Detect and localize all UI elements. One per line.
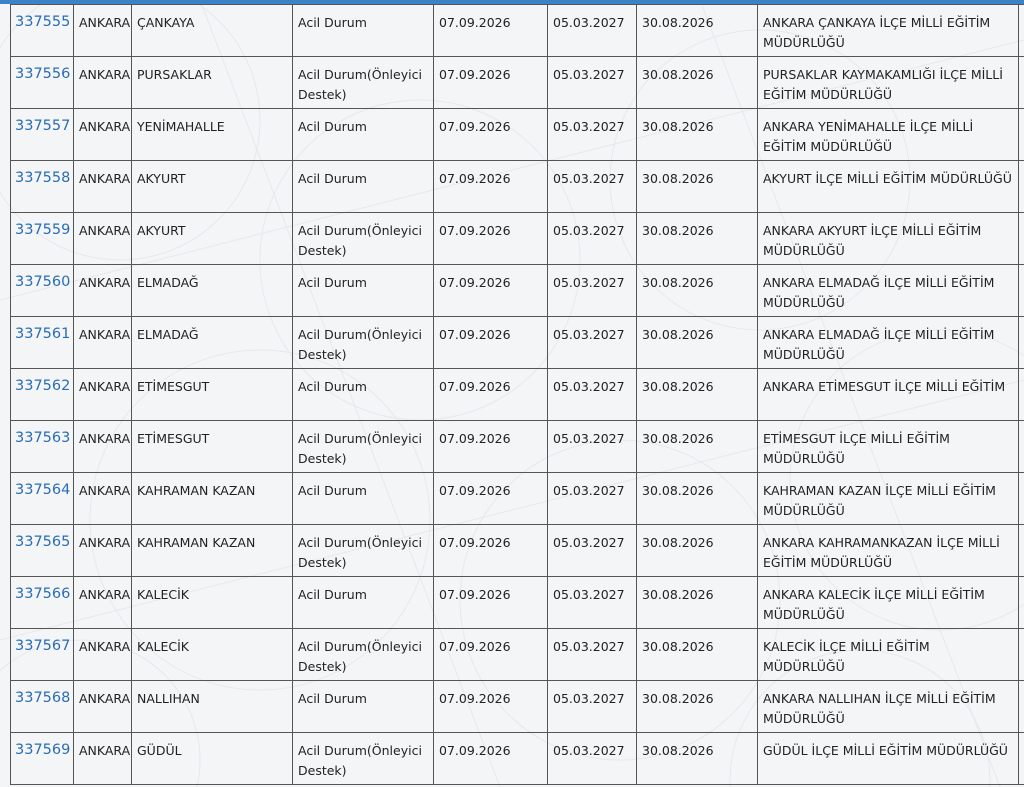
district-cell: ELMADAĞ: [132, 265, 293, 317]
overflow-cell: [1019, 421, 1024, 473]
district-cell: KALECİK: [132, 577, 293, 629]
date-1-cell: 07.09.2026: [434, 733, 548, 785]
overflow-cell: [1019, 161, 1024, 213]
type-cell: Acil Durum: [293, 265, 434, 317]
district-cell: KAHRAMAN KAZAN: [132, 473, 293, 525]
results-table: [10, 4, 1024, 785]
date-2-cell: 05.03.2027: [548, 317, 637, 369]
district-cell: AKYURT: [132, 213, 293, 265]
date-2-cell: 05.03.2027: [548, 681, 637, 733]
date-1-cell: 07.09.2026: [434, 161, 548, 213]
overflow-cell: [1019, 109, 1024, 161]
date-2-cell: 05.03.2027: [548, 109, 637, 161]
date-2-cell: 05.03.2027: [548, 629, 637, 681]
type-cell: Acil Durum(Önleyici Destek): [293, 317, 434, 369]
district-cell: YENİMAHALLE: [132, 109, 293, 161]
province-cell: ANKARA: [74, 629, 132, 681]
date-3-cell: 30.08.2026: [637, 681, 758, 733]
province-cell: ANKARA: [74, 109, 132, 161]
record-id-link[interactable]: 337556: [15, 66, 71, 82]
district-cell: KAHRAMAN KAZAN: [132, 525, 293, 577]
type-cell: Acil Durum: [293, 681, 434, 733]
district-cell: ÇANKAYA: [132, 5, 293, 57]
date-3-cell: 30.08.2026: [637, 161, 758, 213]
table-row: [11, 161, 1024, 213]
overflow-cell: [1019, 369, 1024, 421]
type-cell: Acil Durum(Önleyici Destek): [293, 733, 434, 785]
district-cell: ETİMESGUT: [132, 369, 293, 421]
date-1-cell: 07.09.2026: [434, 317, 548, 369]
date-3-cell: 30.08.2026: [637, 733, 758, 785]
overflow-cell: [1019, 5, 1024, 57]
province-cell: ANKARA: [74, 161, 132, 213]
date-2-cell: 05.03.2027: [548, 473, 637, 525]
date-3-cell: 30.08.2026: [637, 213, 758, 265]
institution-cell: ETİMESGUT İLÇE MİLLİ EĞİTİM MÜDÜRLÜĞÜ: [758, 421, 1019, 473]
record-id-link: [11, 525, 74, 577]
overflow-cell: [1019, 265, 1024, 317]
institution-cell: ANKARA KAHRAMANKAZAN İLÇE MİLLİ EĞİTİM MÜDÜRLÜĞÜ: [758, 525, 1019, 577]
record-id-link: [11, 265, 74, 317]
table-row: [11, 421, 1024, 473]
type-cell: Acil Durum: [293, 109, 434, 161]
type-cell: Acil Durum(Önleyici Destek): [293, 525, 434, 577]
record-id-link[interactable]: 337563: [15, 430, 71, 446]
institution-cell: ANKARA ELMADAĞ İLÇE MİLLİ EĞİTİM MÜDÜRLÜĞÜ: [758, 265, 1019, 317]
type-cell: Acil Durum(Önleyici Destek): [293, 629, 434, 681]
record-id-link: [11, 161, 74, 213]
district-cell: PURSAKLAR: [132, 57, 293, 109]
record-id-link: [11, 317, 74, 369]
date-3-cell: 30.08.2026: [637, 421, 758, 473]
province-cell: ANKARA: [74, 733, 132, 785]
table-row: [11, 317, 1024, 369]
record-id-link[interactable]: 337562: [15, 378, 71, 394]
table-row: [11, 629, 1024, 681]
type-cell: Acil Durum(Önleyici Destek): [293, 57, 434, 109]
date-3-cell: 30.08.2026: [637, 265, 758, 317]
type-cell: Acil Durum: [293, 577, 434, 629]
district-cell: AKYURT: [132, 161, 293, 213]
table-row: [11, 5, 1024, 57]
type-cell: Acil Durum: [293, 473, 434, 525]
province-cell: ANKARA: [74, 5, 132, 57]
institution-cell: ANKARA YENİMAHALLE İLÇE MİLLİ EĞİTİM MÜDÜRLÜĞÜ: [758, 109, 1019, 161]
date-2-cell: 05.03.2027: [548, 57, 637, 109]
province-cell: ANKARA: [74, 317, 132, 369]
table-row: [11, 369, 1024, 421]
date-1-cell: 07.09.2026: [434, 577, 548, 629]
record-id-link: [11, 109, 74, 161]
date-1-cell: 07.09.2026: [434, 525, 548, 577]
date-1-cell: 07.09.2026: [434, 473, 548, 525]
record-id-link: [11, 577, 74, 629]
record-id-link: [11, 369, 74, 421]
record-id-link: [11, 733, 74, 785]
record-id-link[interactable]: 337568: [15, 690, 71, 706]
institution-cell: ANKARA KALECİK İLÇE MİLLİ EĞİTİM MÜDÜRLÜĞÜ: [758, 577, 1019, 629]
date-1-cell: 07.09.2026: [434, 629, 548, 681]
table-row: [11, 213, 1024, 265]
table-body: [11, 5, 1024, 785]
type-cell: Acil Durum: [293, 369, 434, 421]
table-row: [11, 265, 1024, 317]
overflow-cell: [1019, 681, 1024, 733]
date-2-cell: 05.03.2027: [548, 265, 637, 317]
type-cell: Acil Durum(Önleyici Destek): [293, 213, 434, 265]
table-row: [11, 525, 1024, 577]
record-id-link[interactable]: 337560: [15, 274, 71, 290]
district-cell: KALECİK: [132, 629, 293, 681]
institution-cell: KALECİK İLÇE MİLLİ EĞİTİM MÜDÜRLÜĞÜ: [758, 629, 1019, 681]
date-3-cell: 30.08.2026: [637, 577, 758, 629]
record-id-link[interactable]: 337561: [15, 326, 71, 342]
date-2-cell: 05.03.2027: [548, 369, 637, 421]
type-cell: Acil Durum(Önleyici Destek): [293, 421, 434, 473]
top-accent-bar: [0, 0, 1024, 4]
record-id-link[interactable]: 337569: [15, 742, 71, 758]
date-1-cell: 07.09.2026: [434, 265, 548, 317]
date-3-cell: 30.08.2026: [637, 369, 758, 421]
record-id-link[interactable]: 337566: [15, 586, 71, 602]
results-table-container: [10, 4, 1024, 785]
district-cell: ETİMESGUT: [132, 421, 293, 473]
date-1-cell: 07.09.2026: [434, 57, 548, 109]
date-3-cell: 30.08.2026: [637, 57, 758, 109]
record-id-link: [11, 5, 74, 57]
institution-cell: ANKARA ETİMESGUT İLÇE MİLLİ EĞİTİM: [758, 369, 1019, 421]
date-1-cell: 07.09.2026: [434, 681, 548, 733]
date-3-cell: 30.08.2026: [637, 473, 758, 525]
record-id-link: [11, 629, 74, 681]
province-cell: ANKARA: [74, 525, 132, 577]
date-1-cell: 07.09.2026: [434, 369, 548, 421]
province-cell: ANKARA: [74, 213, 132, 265]
record-id-link: [11, 213, 74, 265]
date-2-cell: 05.03.2027: [548, 161, 637, 213]
date-1-cell: 07.09.2026: [434, 5, 548, 57]
date-3-cell: 30.08.2026: [637, 317, 758, 369]
province-cell: ANKARA: [74, 369, 132, 421]
record-id-link[interactable]: 337557: [15, 118, 71, 134]
type-cell: Acil Durum: [293, 161, 434, 213]
table-row: [11, 577, 1024, 629]
record-id-link: [11, 57, 74, 109]
date-2-cell: 05.03.2027: [548, 525, 637, 577]
district-cell: ELMADAĞ: [132, 317, 293, 369]
province-cell: ANKARA: [74, 421, 132, 473]
institution-cell: GÜDÜL İLÇE MİLLİ EĞİTİM MÜDÜRLÜĞÜ: [758, 733, 1019, 785]
table-row: [11, 57, 1024, 109]
date-3-cell: 30.08.2026: [637, 5, 758, 57]
province-cell: ANKARA: [74, 265, 132, 317]
institution-cell: ANKARA ÇANKAYA İLÇE MİLLİ EĞİTİM MÜDÜRLÜĞÜ: [758, 5, 1019, 57]
institution-cell: ANKARA NALLIHAN İLÇE MİLLİ EĞİTİM MÜDÜRLÜĞÜ: [758, 681, 1019, 733]
province-cell: ANKARA: [74, 681, 132, 733]
table-row: [11, 733, 1024, 785]
province-cell: ANKARA: [74, 473, 132, 525]
record-id-link: [11, 473, 74, 525]
overflow-cell: [1019, 57, 1024, 109]
institution-cell: AKYURT İLÇE MİLLİ EĞİTİM MÜDÜRLÜĞÜ: [758, 161, 1019, 213]
date-1-cell: 07.09.2026: [434, 109, 548, 161]
overflow-cell: [1019, 629, 1024, 681]
date-2-cell: 05.03.2027: [548, 577, 637, 629]
district-cell: NALLIHAN: [132, 681, 293, 733]
type-cell: Acil Durum: [293, 5, 434, 57]
date-2-cell: 05.03.2027: [548, 421, 637, 473]
record-id-link[interactable]: 337555: [15, 14, 71, 30]
institution-cell: ANKARA ELMADAĞ İLÇE MİLLİ EĞİTİM MÜDÜRLÜĞÜ: [758, 317, 1019, 369]
record-id-link[interactable]: 337558: [15, 170, 71, 186]
date-3-cell: 30.08.2026: [637, 525, 758, 577]
institution-cell: KAHRAMAN KAZAN İLÇE MİLLİ EĞİTİM MÜDÜRLÜĞÜ: [758, 473, 1019, 525]
overflow-cell: [1019, 317, 1024, 369]
date-3-cell: 30.08.2026: [637, 109, 758, 161]
overflow-cell: [1019, 213, 1024, 265]
overflow-cell: [1019, 473, 1024, 525]
date-1-cell: 07.09.2026: [434, 421, 548, 473]
province-cell: ANKARA: [74, 577, 132, 629]
date-3-cell: 30.08.2026: [637, 629, 758, 681]
institution-cell: ANKARA AKYURT İLÇE MİLLİ EĞİTİM MÜDÜRLÜĞÜ: [758, 213, 1019, 265]
record-id-link[interactable]: 337564: [15, 482, 71, 498]
table-row: [11, 473, 1024, 525]
district-cell: GÜDÜL: [132, 733, 293, 785]
table-row: [11, 109, 1024, 161]
date-2-cell: 05.03.2027: [548, 5, 637, 57]
institution-cell: PURSAKLAR KAYMAKAMLIĞI İLÇE MİLLİ EĞİTİM MÜDÜRLÜĞÜ: [758, 57, 1019, 109]
record-id-link: [11, 421, 74, 473]
overflow-cell: [1019, 525, 1024, 577]
table-row: [11, 681, 1024, 733]
overflow-cell: [1019, 577, 1024, 629]
date-2-cell: 05.03.2027: [548, 733, 637, 785]
record-id-link: [11, 681, 74, 733]
province-cell: ANKARA: [74, 57, 132, 109]
record-id-link[interactable]: 337565: [15, 534, 71, 550]
record-id-link[interactable]: 337567: [15, 638, 71, 654]
record-id-link[interactable]: 337559: [15, 222, 71, 238]
date-1-cell: 07.09.2026: [434, 213, 548, 265]
overflow-cell: [1019, 733, 1024, 785]
date-2-cell: 05.03.2027: [548, 213, 637, 265]
